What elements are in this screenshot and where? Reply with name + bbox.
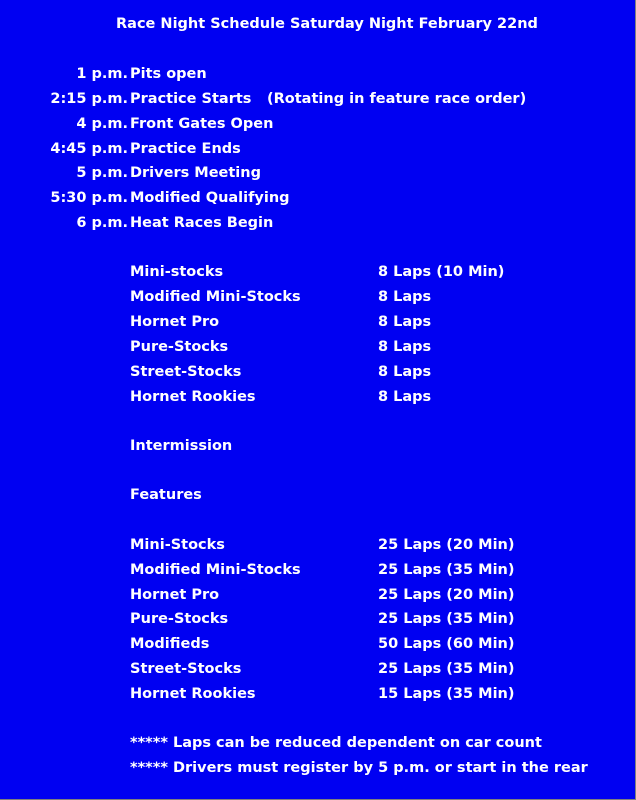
schedule-time: 6 p.m. <box>76 215 128 231</box>
schedule-event: Drivers Meeting <box>130 165 261 181</box>
feature-laps: 50 Laps (60 Min) <box>378 636 515 652</box>
schedule-event: Pits open <box>130 66 207 82</box>
heat-laps: 8 Laps (10 Min) <box>378 264 505 280</box>
feature-class: Pure-Stocks <box>130 611 229 627</box>
feature-class: Mini-Stocks <box>130 537 225 553</box>
schedule-time: 4 p.m. <box>76 116 128 132</box>
feature-class: Hornet Rookies <box>130 686 256 702</box>
feature-laps: 25 Laps (20 Min) <box>378 537 515 553</box>
heat-laps: 8 Laps <box>378 389 432 405</box>
schedule-event: Practice Ends <box>130 141 241 157</box>
schedule-event: Front Gates Open <box>130 116 274 132</box>
schedule-time: 5:30 p.m. <box>50 190 128 206</box>
footnote: ***** Drivers must register by 5 p.m. or start in the rear <box>130 760 588 776</box>
feature-laps: 25 Laps (35 Min) <box>378 562 515 578</box>
heat-class: Modified Mini-Stocks <box>130 289 301 305</box>
features-label: Features <box>130 487 202 503</box>
heat-laps: 8 Laps <box>378 339 432 355</box>
feature-laps: 15 Laps (35 Min) <box>378 686 515 702</box>
schedule-event: Modified Qualifying <box>130 190 290 206</box>
heat-class: Pure-Stocks <box>130 339 229 355</box>
schedule-time: 2:15 p.m. <box>50 91 128 107</box>
schedule-event: Heat Races Begin <box>130 215 274 231</box>
feature-laps: 25 Laps (35 Min) <box>378 611 515 627</box>
schedule-note: (Rotating in feature race order) <box>267 91 527 107</box>
heat-class: Mini-stocks <box>130 264 224 280</box>
heat-laps: 8 Laps <box>378 364 432 380</box>
schedule-time: 5 p.m. <box>76 165 128 181</box>
feature-laps: 25 Laps (20 Min) <box>378 587 515 603</box>
feature-class: Hornet Pro <box>130 587 220 603</box>
schedule-time: 1 p.m. <box>76 66 128 82</box>
footnote: ***** Laps can be reduced dependent on car count <box>130 735 542 751</box>
heat-class: Hornet Pro <box>130 314 220 330</box>
page-title: Race Night Schedule Saturday Night February 22nd <box>116 16 538 32</box>
heat-class: Hornet Rookies <box>130 389 256 405</box>
heat-class: Street-Stocks <box>130 364 242 380</box>
feature-class: Modified Mini-Stocks <box>130 562 301 578</box>
heat-laps: 8 Laps <box>378 314 432 330</box>
feature-laps: 25 Laps (35 Min) <box>378 661 515 677</box>
schedule-event: Practice Starts <box>130 91 252 107</box>
heat-laps: 8 Laps <box>378 289 432 305</box>
feature-class: Street-Stocks <box>130 661 242 677</box>
schedule-time: 4:45 p.m. <box>50 141 128 157</box>
feature-class: Modifieds <box>130 636 210 652</box>
intermission-label: Intermission <box>130 438 233 454</box>
